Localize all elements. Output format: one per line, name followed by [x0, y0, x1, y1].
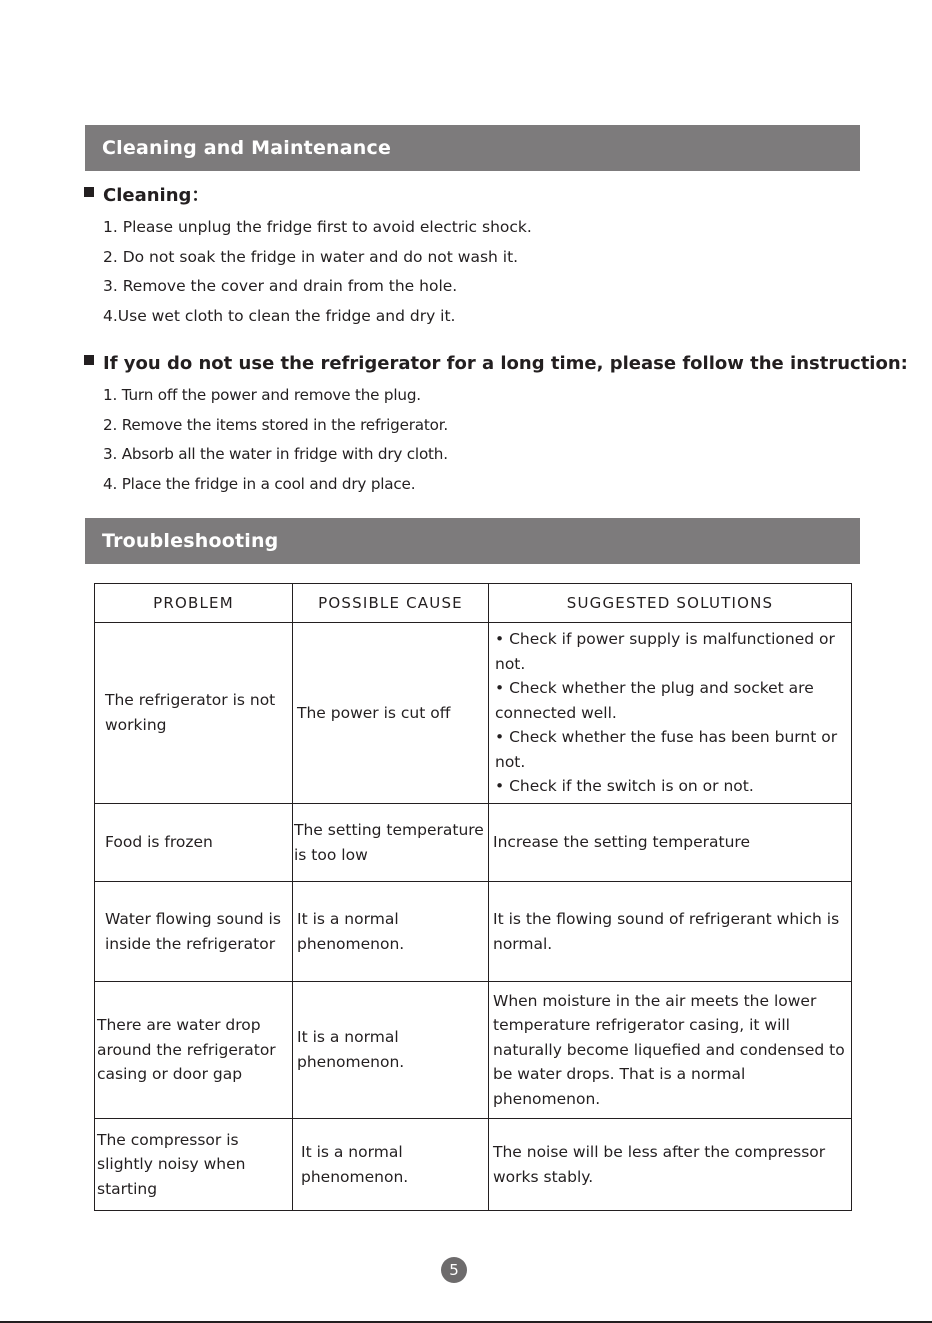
- problem-cell: There are water drop around the refrigerator casing or door gap: [95, 982, 293, 1119]
- table-row: [95, 882, 852, 982]
- problem-cell: Food is frozen: [95, 804, 293, 882]
- cleaning-step: 4.Use wet cloth to clean the fridge and dry it.: [103, 307, 456, 326]
- maintenance-section-header: [85, 125, 860, 171]
- solution-cell: [489, 623, 852, 804]
- solution-cell: When moisture in the air meets the lower temperature refrigerator casing, it will naturally become liquefied and condensed to be water drops. That is a normal phenomenon.: [489, 982, 852, 1119]
- problem-cell: The compressor is slightly noisy when starting: [95, 1119, 293, 1211]
- long-time-step: 1. Turn off the power and remove the plug.: [103, 386, 421, 404]
- troubleshooting-section-header: [85, 518, 860, 564]
- table-row: [95, 1119, 852, 1211]
- cause-cell: It is a normal phenomenon.: [293, 982, 489, 1119]
- square-bullet-icon: [84, 355, 94, 365]
- header-problem: PROBLEM: [95, 584, 293, 623]
- solution-cell: Increase the setting temperature: [489, 804, 852, 882]
- long-time-list: [103, 381, 448, 500]
- cleaning-step: 2. Do not soak the fridge in water and do not wash it.: [103, 247, 519, 266]
- cleaning-step: 1. Please unplug the fridge first to avoid electric shock.: [103, 218, 532, 236]
- cleaning-step: 3. Remove the cover and drain from the hole.: [103, 277, 458, 296]
- problem-cell: Water flowing sound is inside the refrigerator: [95, 882, 293, 982]
- solution-bullet: • Check whether the plug and socket are connected well.: [495, 679, 814, 722]
- long-time-step: 2. Remove the items stored in the refrigerator.: [103, 415, 449, 434]
- troubleshooting-table: [94, 583, 852, 1211]
- square-bullet-icon: [84, 187, 94, 197]
- cause-cell: The power is cut off: [293, 623, 489, 804]
- solution-bullet: • Check if power supply is malfunctioned or not.: [495, 629, 835, 673]
- long-time-heading-text: If you do not use the refrigerator for a long time, please follow the instruction:: [103, 353, 908, 374]
- table-row: [95, 982, 852, 1119]
- table-row: [95, 804, 852, 882]
- table-header-row: [95, 584, 852, 623]
- cleaning-list: [103, 213, 532, 332]
- long-time-step: 4. Place the fridge in a cool and dry place.: [103, 475, 416, 494]
- cause-cell: It is a normal phenomenon.: [293, 1119, 489, 1211]
- cause-cell: The setting temperature is too low: [293, 804, 489, 882]
- maintenance-section-title: Cleaning and Maintenance: [102, 137, 392, 159]
- cleaning-heading-text: Cleaning：: [103, 185, 210, 206]
- long-time-heading: [84, 352, 908, 376]
- cause-cell: It is a normal phenomenon.: [293, 882, 489, 982]
- solution-bullet: • Check whether the fuse has been burnt or not.: [495, 728, 838, 771]
- problem-cell: The refrigerator is not working: [95, 623, 293, 804]
- solution-bullet: • Check if the switch is on or not.: [495, 777, 754, 796]
- troubleshooting-section-title: Troubleshooting: [102, 530, 279, 552]
- long-time-step: 3. Absorb all the water in fridge with dry cloth.: [103, 445, 448, 464]
- solution-cell: The noise will be less after the compressor works stably.: [489, 1119, 852, 1211]
- header-possible-cause: POSSIBLE CAUSE: [293, 584, 489, 623]
- page-number-badge: 5: [441, 1257, 467, 1283]
- cleaning-heading: [84, 184, 209, 208]
- table-row: [95, 623, 852, 804]
- solution-cell: It is the flowing sound of refrigerant which is normal.: [489, 882, 852, 982]
- header-suggested-solutions: SUGGESTED SOLUTIONS: [489, 584, 852, 623]
